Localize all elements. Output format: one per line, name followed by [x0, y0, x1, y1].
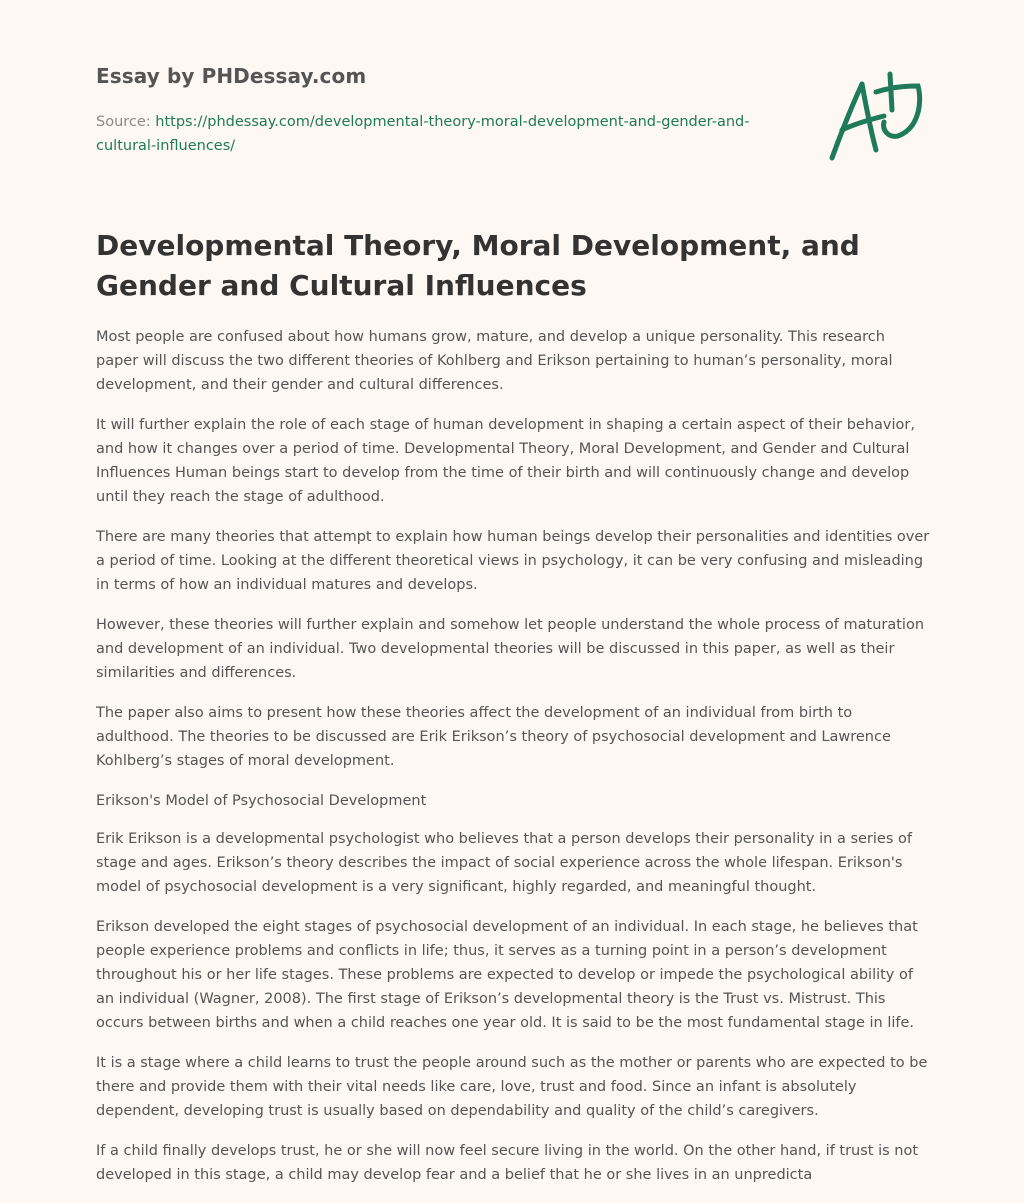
paragraph: Erik Erikson is a developmental psychologist who believes that a person develops their personality in a series of stage and ages. Erikson’s theory describes the impact of social experience across the whole lifespan. Erikson's model of psychosocial development is a very significant, highly regarded, and meaningful thought.	[96, 831, 912, 895]
paragraph: The paper also aims to present how these theories affect the development of an individual from birth to adulthood. The theories to be discussed are Erik Erikson’s theory of psychosocial development and Lawrence Kohlberg’s stages of moral development.	[96, 705, 891, 769]
source-label: Source:	[96, 114, 156, 130]
source-line	[96, 110, 756, 158]
site-brand: Essay by PHDessay.com	[96, 64, 367, 88]
article-title: Developmental Theory, Moral Development, and Gender and Cultural Influences	[96, 229, 860, 302]
paragraph: It is a stage where a child learns to trust the people around such as the mother or parents who are expected to be there and provide them with their vital needs like care, love, trust and food. Since an infant is absolutely dependent, developing trust is usually based on dependability and quality of the child’s caregivers.	[96, 1055, 928, 1119]
paragraph: Most people are confused about how humans grow, mature, and develop a unique personality. This research paper will discuss the two different theories of Kohlberg and Erikson pertaining to human’s personality, moral development, and their gender and cultural differences.	[96, 329, 893, 393]
paragraph: However, these theories will further explain and somehow let people understand the whole process of maturation and development of an individual. Two developmental theories will be discussed in this paper, as well as their similarities and differences.	[96, 617, 925, 681]
article-body	[96, 325, 930, 1203]
a-plus-logo-icon	[826, 70, 926, 162]
paragraph: It will further explain the role of each stage of human development in shaping a certain aspect of their behavior, and how it changes over a period of time. Developmental Theory, Moral Development, and Gender and Cultural Influences Human beings start to develop from the time of their birth and will continuously change and develop until they reach the stage of adulthood.	[96, 417, 915, 505]
source-link[interactable]: https://phdessay.com/developmental-theory-moral-development-and-gender-and-cultural-influences/	[96, 114, 750, 154]
paragraph: If a child finally develops trust, he or she will now feel secure living in the world. On the other hand, if trust is not developed in this stage, a child may develop fear and a belief that he or she lives in an unpredicta	[96, 1143, 919, 1183]
paragraph: There are many theories that attempt to explain how human beings develop their personalities and identities over a period of time. Looking at the different theoretical views in psychology, it can be very confusing and misleading in terms of how an individual matures and develops.	[96, 529, 930, 593]
section-subheading: Erikson's Model of Psychosocial Development	[96, 793, 427, 809]
paragraph: Erikson developed the eight stages of psychosocial development of an individual. In each stage, he believes that people experience problems and conflicts in life; thus, it serves as a turning point in a person’s development throughout his or her life stages. These problems are expected to develop or impede the psychological ability of an individual (Wagner, 2008). The first stage of Erikson’s developmental theory is the Trust vs. Mistrust. This occurs between births and when a child reaches one year old. It is said to be the most fundamental stage in life.	[96, 919, 918, 1031]
